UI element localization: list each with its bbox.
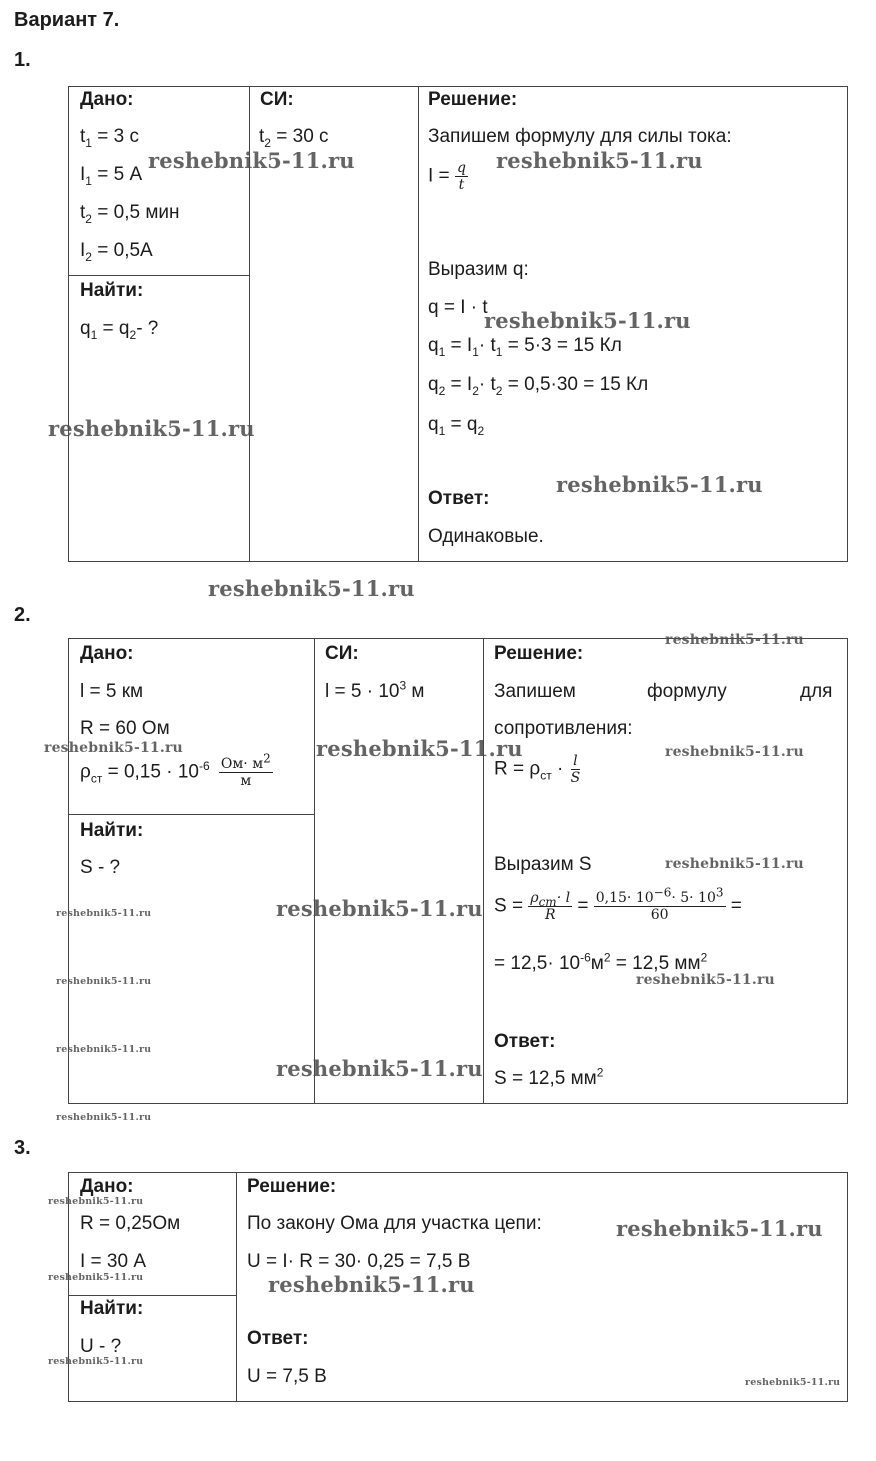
- solution-step: $q_1 = I_1\cdot t_1 = 5\cdot 3 = 15$ Кл: [428, 335, 622, 359]
- formula-fraction: $\frac{\rho_{ст}\cdot l}{R}$: [530, 890, 571, 923]
- formula-fraction: $\frac{q}{t}$: [456, 160, 466, 193]
- solution-step: $q_2 = I_2\cdot t_2 = 0,5\cdot 30 = 15$ Кл: [428, 374, 649, 398]
- problem-number: 1.: [14, 49, 31, 71]
- problem-number: 3.: [14, 1137, 31, 1159]
- solution-text: формулу: [647, 681, 727, 702]
- watermark: reshebnik5-11.ru: [48, 1272, 144, 1283]
- watermark: reshebnik5-11.ru: [148, 148, 355, 173]
- answer-value: S = 12,5 $мм^2$: [494, 1065, 604, 1089]
- solution-text: для: [800, 681, 833, 702]
- given-current: I = 30 А: [80, 1251, 147, 1272]
- watermark: reshebnik5-11.ru: [48, 416, 255, 441]
- given-header: Дано:: [80, 89, 134, 110]
- watermark: reshebnik5-11.ru: [268, 1272, 475, 1297]
- solution-formula: $R = \rho_{ст}$ · $\frac{l}{S}$: [494, 753, 581, 786]
- solution-calculation: U = I· R = 30· 0,25 = 7,5 В: [247, 1251, 471, 1272]
- given-resistance: R = 60 Ом: [80, 718, 170, 739]
- watermark: reshebnik5-11.ru: [636, 972, 775, 988]
- solution-calculation: S = $\frac{\rho_{ст}\cdot l}{R}$ = $\frac{0,15\cdot 10^{-6}\cdot 5\cdot 10^3}{60}$ =: [494, 885, 742, 923]
- solution-text: Выразим S: [494, 854, 592, 875]
- given-length: l = 5 км: [80, 681, 144, 702]
- given-header: Дано:: [80, 643, 134, 664]
- watermark: reshebnik5-11.ru: [48, 1196, 144, 1207]
- solution-header: Решение:: [494, 643, 584, 664]
- given-t1: $t_1 = 3$ с: [80, 126, 139, 150]
- solution-text: По закону Ома для участка цепи:: [247, 1213, 542, 1234]
- given-resistivity: $\rho_{ст} = 0,15 \cdot 10^{-6}$ $\frac{Ом\cdot м^2}{м}$: [80, 751, 271, 789]
- watermark: reshebnik5-11.ru: [616, 1216, 823, 1241]
- unit-fraction: $\frac{Ом\cdot м^2}{м}$: [220, 751, 271, 789]
- solution-step: $q_1 = q_2$: [428, 414, 485, 438]
- given-t2: $t_2 = 0,5$ мин: [80, 202, 180, 226]
- watermark: reshebnik5-11.ru: [208, 576, 415, 601]
- watermark: reshebnik5-11.ru: [56, 1044, 152, 1055]
- watermark: reshebnik5-11.ru: [44, 740, 183, 756]
- si-length: $l = 5 \cdot 10^3$ м: [325, 678, 425, 702]
- answer-value: U = 7,5 В: [247, 1366, 327, 1387]
- formula-fraction: $\frac{l}{S}$: [570, 753, 581, 786]
- watermark: reshebnik5-11.ru: [665, 744, 804, 760]
- find-value: $q_1 = q_2-$ ?: [80, 318, 159, 342]
- find-header: Найти:: [80, 1298, 144, 1319]
- answer-value: Одинаковые.: [428, 526, 544, 547]
- find-value: U - ?: [80, 1336, 122, 1357]
- solution-text: сопротивления:: [494, 718, 633, 739]
- find-value: S - ?: [80, 857, 121, 878]
- watermark: reshebnik5-11.ru: [665, 856, 804, 872]
- watermark: reshebnik5-11.ru: [276, 1056, 483, 1081]
- page-title: Вариант 7.: [14, 9, 120, 31]
- watermark: reshebnik5-11.ru: [665, 632, 804, 648]
- formula-fraction: $\frac{0,15\cdot 10^{-6}\cdot 5\cdot 10^3}{60}$: [595, 885, 724, 923]
- watermark: reshebnik5-11.ru: [556, 472, 763, 497]
- given-I1: $I_1 = 5$ А: [80, 164, 143, 188]
- si-header: СИ:: [260, 89, 294, 110]
- find-header: Найти:: [80, 820, 144, 841]
- watermark: reshebnik5-11.ru: [496, 148, 703, 173]
- solution-calculation: = $12,5\cdot 10^{-6}м^2 = 12,5$ $мм^2$: [494, 950, 708, 974]
- watermark: reshebnik5-11.ru: [745, 1377, 841, 1388]
- watermark: reshebnik5-11.ru: [484, 308, 691, 333]
- watermark: reshebnik5-11.ru: [56, 1112, 152, 1123]
- problem-number: 2.: [14, 604, 31, 626]
- watermark: reshebnik5-11.ru: [56, 976, 152, 987]
- watermark: reshebnik5-11.ru: [56, 908, 152, 919]
- find-header: Найти:: [80, 280, 144, 301]
- watermark: reshebnik5-11.ru: [316, 736, 523, 761]
- solution-formula: I = $\frac{q}{t}$: [428, 160, 466, 193]
- given-resistance: R = 0,25Ом: [80, 1213, 181, 1234]
- solution-text: Запишем формулу для силы тока:: [428, 126, 732, 147]
- si-t2: $t_2 = 30$ с: [259, 126, 329, 150]
- solution-header: Решение:: [247, 1176, 337, 1197]
- solution-header: Решение:: [428, 89, 518, 110]
- solution-step: q = I · t: [428, 297, 488, 318]
- answer-header: Ответ:: [494, 1031, 556, 1052]
- si-header: СИ:: [325, 643, 359, 664]
- solution-text: Запишем: [494, 681, 576, 702]
- solution-text: Выразим q:: [428, 259, 529, 280]
- given-I2: $I_2 = 0,5А$: [80, 240, 153, 264]
- answer-header: Ответ:: [428, 488, 490, 509]
- watermark: reshebnik5-11.ru: [48, 1356, 144, 1367]
- watermark: reshebnik5-11.ru: [276, 896, 483, 921]
- answer-header: Ответ:: [247, 1328, 309, 1349]
- given-header: Дано:: [80, 1176, 134, 1197]
